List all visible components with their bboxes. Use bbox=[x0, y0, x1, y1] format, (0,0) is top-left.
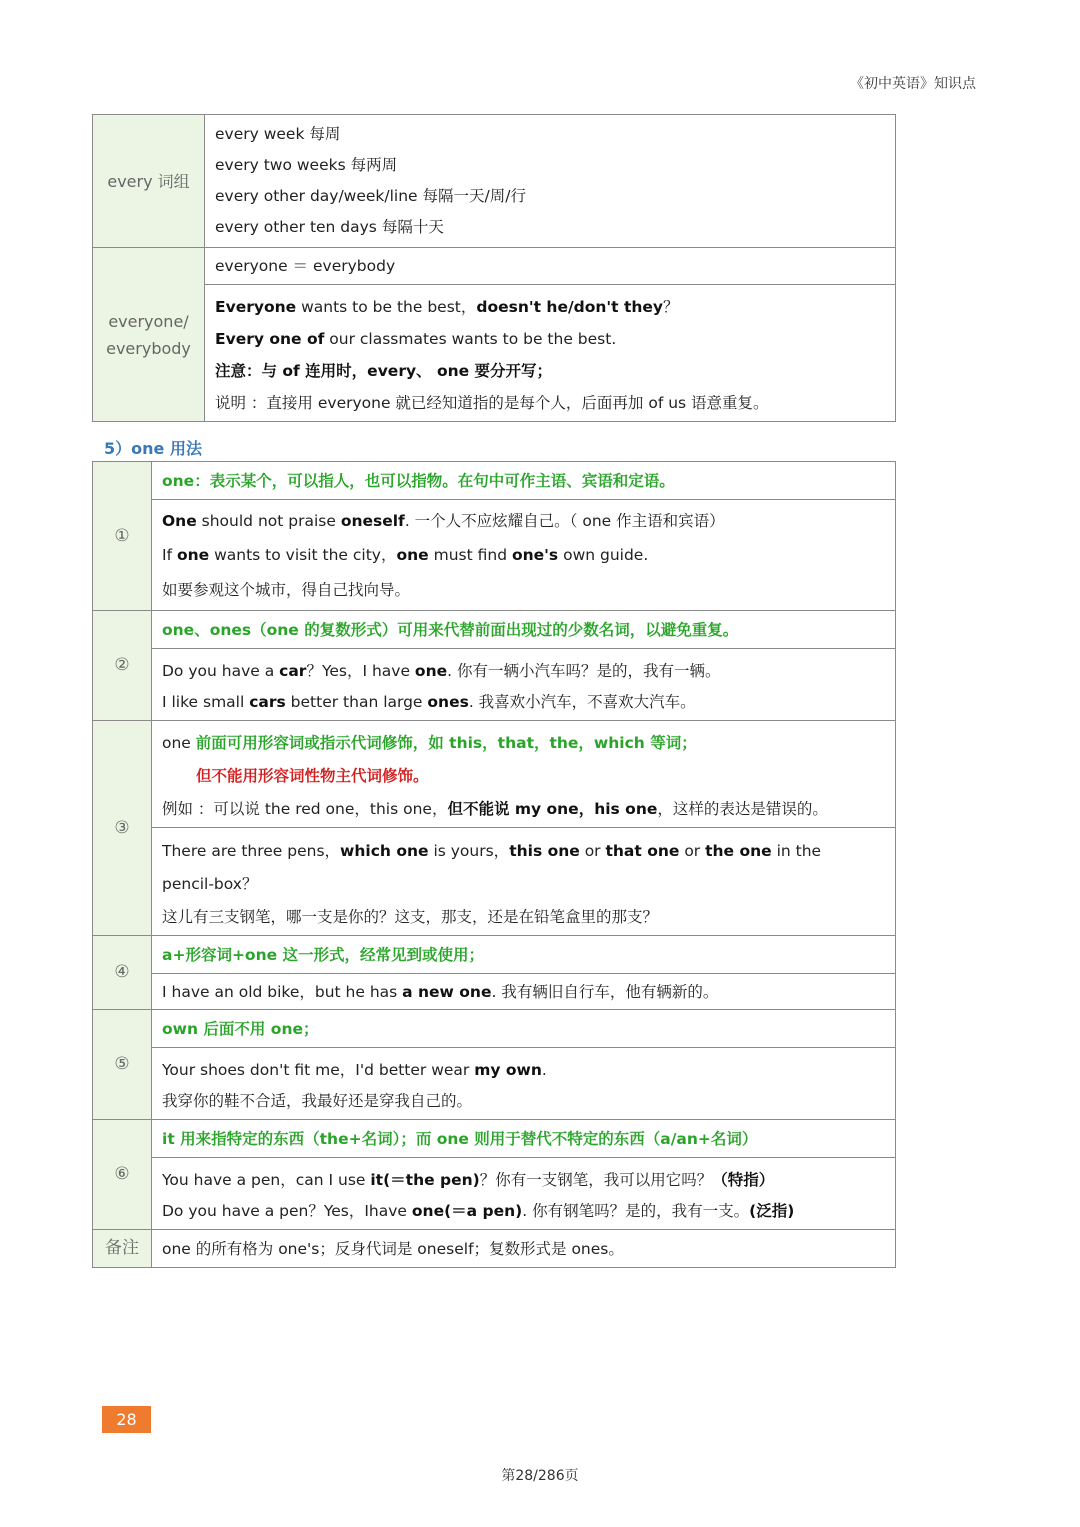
everyone-note: 注意：与 of 连用时，every、 one 要分开写； bbox=[215, 362, 553, 380]
everyone-example-1: Everyone wants to be the best，doesn't he/don't they？ bbox=[215, 298, 679, 316]
example-line: If one wants to visit the city，one must find one's own guide. bbox=[162, 546, 649, 565]
rule-heading: it 用来指特定的东西（the+名词）；而 one 则用于替代不特定的东西（a/an+名词） bbox=[162, 1129, 758, 1148]
rule-heading: one 前面可用形容词或指示代词修饰，如 this，that，the，which 等词； bbox=[162, 734, 697, 753]
one-usage-table bbox=[92, 461, 896, 1268]
rule-heading: one、ones（one 的复数形式）可用来代替前面出现过的少数名词，以避免重复。 bbox=[162, 620, 739, 639]
page-footer: 第28/286页 bbox=[501, 1468, 579, 1484]
example-line: Do you have a car？Yes，I have one. 你有一辆小汽车吗？是的，我有一辆。 bbox=[162, 661, 721, 680]
remark-text: one 的所有格为 one's；反身代词是 oneself；复数形式是 ones。 bbox=[162, 1239, 624, 1258]
usage-row-5 bbox=[93, 1009, 895, 1119]
row-number: ② bbox=[93, 611, 152, 720]
usage-row-1 bbox=[93, 462, 895, 610]
translation-line: 这儿有三支钢笔，哪一支是你的？这支，那支，还是在铅笔盒里的那支？ bbox=[162, 907, 659, 926]
header-title: 《初中英语》知识点 bbox=[850, 76, 976, 92]
usage-row-6 bbox=[93, 1119, 895, 1229]
example-line: There are three pens，which one is yours，this one or that one or the one in the bbox=[162, 841, 822, 860]
row-number: ④ bbox=[93, 936, 152, 1009]
page-number-badge: 28 bbox=[102, 1406, 151, 1433]
every-label: every 词组 bbox=[93, 115, 205, 247]
usage-row-2 bbox=[93, 610, 895, 720]
usage-row-3 bbox=[93, 720, 895, 935]
remark-label: 备注 bbox=[93, 1230, 152, 1267]
example-line: Your shoes don't fit me，I'd better wear my own. bbox=[162, 1060, 547, 1079]
row-number: ① bbox=[93, 462, 152, 610]
row-number: ③ bbox=[93, 721, 152, 935]
rule-heading: one：表示某个，可以指人，也可以指物。在句中可作主语、宾语和定语。 bbox=[162, 471, 675, 490]
every-line: every other ten days 每隔十天 bbox=[215, 217, 444, 236]
example-line: pencil-box？ bbox=[162, 874, 258, 893]
example-line: You have a pen，can I use it(＝the pen)？你有一支钢笔，我可以用它吗？（特指） bbox=[162, 1170, 775, 1189]
everyone-example-2: Every one of our classmates wants to be the best. bbox=[215, 330, 617, 348]
every-row bbox=[93, 115, 895, 247]
translation-line: 我穿你的鞋不合适，我最好还是穿我自己的。 bbox=[162, 1092, 473, 1111]
everyone-row bbox=[93, 247, 895, 421]
example-line: One should not praise oneself. 一个人不应炫耀自己。（ one 作主语和宾语） bbox=[162, 512, 725, 531]
usage-row-4 bbox=[93, 935, 895, 1009]
rule-heading: a+形容词+one 这一形式，经常见到或使用； bbox=[162, 945, 485, 964]
remark-row bbox=[93, 1229, 895, 1267]
rule-example: 例如 ：可以说 the red one，this one，但不能说 my one，his one，这样的表达是错误的。 bbox=[162, 799, 828, 818]
every-table bbox=[92, 114, 896, 422]
example-line: Do you have a pen？Yes，Ihave one(＝a pen). 你有钢笔吗？是的，我有一支。(泛指) bbox=[162, 1202, 795, 1221]
example-line: I have an old bike，but he has a new one. 我有辆旧自行车，他有辆新的。 bbox=[162, 982, 719, 1001]
every-line: every other day/week/line 每隔一天/周/行 bbox=[215, 186, 526, 205]
everyone-label bbox=[93, 248, 205, 421]
translation-line: 如要参观这个城市，得自己找向导。 bbox=[162, 580, 411, 599]
section-title: 5）one 用法 bbox=[104, 439, 202, 458]
example-line: I like small cars better than large ones. 我喜欢小汽车，不喜欢大汽车。 bbox=[162, 693, 696, 712]
rule-warning: 但不能用形容词性物主代词修饰。 bbox=[196, 766, 429, 785]
everyone-explain: 说明 ：直接用 everyone 就已经知道指的是每个人，后面再加 of us 语意重复。 bbox=[215, 394, 769, 412]
everyone-definition: everyone ＝ everybody bbox=[215, 257, 396, 275]
row-number: ⑥ bbox=[93, 1120, 152, 1229]
every-line: every week 每周 bbox=[215, 125, 341, 144]
every-line: every two weeks 每两周 bbox=[215, 156, 398, 175]
everyone-label-line: everyone/ bbox=[108, 311, 189, 331]
rule-heading: own 后面不用 one； bbox=[162, 1019, 319, 1038]
row-number: ⑤ bbox=[93, 1010, 152, 1119]
everyone-label-line: everybody bbox=[106, 338, 191, 358]
